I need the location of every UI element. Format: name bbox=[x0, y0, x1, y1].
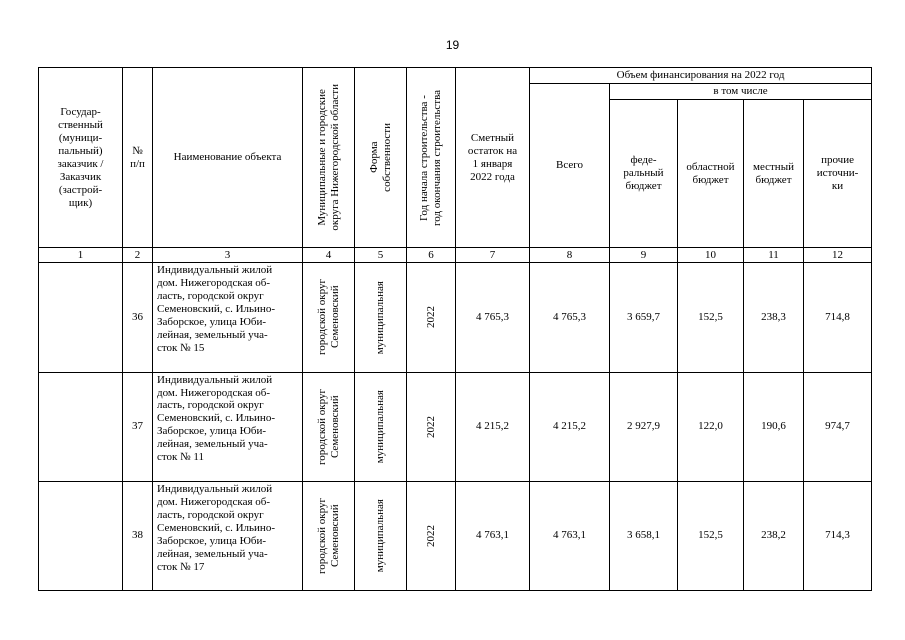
row-year-text: 2022 bbox=[424, 524, 437, 547]
row-municipality-text: городской округ Семеновский bbox=[315, 388, 341, 465]
column-number: 9 bbox=[610, 248, 678, 263]
row-estimate-balance: 4 763,1 bbox=[456, 481, 530, 590]
row-customer bbox=[39, 372, 123, 481]
row-total: 4 215,2 bbox=[530, 372, 610, 481]
column-number: 7 bbox=[456, 248, 530, 263]
row-ownership-text: муниципальная bbox=[374, 280, 387, 355]
row-object-name: Индивидуальный жилой дом. Нижегородская об- ласть, городской округ Семеновский, с. Ильино- Заборское, улица Юби- лейная, земельный уча- сток № 15 bbox=[153, 263, 303, 372]
row-federal: 2 927,9 bbox=[610, 372, 678, 481]
header-including: в том числе bbox=[610, 84, 872, 100]
header-other: прочие источни- ки bbox=[804, 100, 872, 248]
row-other: 714,3 bbox=[804, 481, 872, 590]
row-other: 974,7 bbox=[804, 372, 872, 481]
header-years-text: Год начала строительства - год окончания строительства bbox=[418, 89, 443, 226]
header-estimate-balance: Сметный остаток на 1 января 2022 года bbox=[456, 68, 530, 248]
column-number: 5 bbox=[355, 248, 407, 263]
page-number: 19 bbox=[445, 38, 460, 52]
column-number: 6 bbox=[407, 248, 456, 263]
header-num: № п/п bbox=[123, 68, 153, 248]
row-customer bbox=[39, 263, 123, 372]
row-federal: 3 659,7 bbox=[610, 263, 678, 372]
column-number: 3 bbox=[153, 248, 303, 263]
row-estimate-balance: 4 765,3 bbox=[456, 263, 530, 372]
row-other: 714,8 bbox=[804, 263, 872, 372]
header-total: Всего bbox=[530, 84, 610, 248]
header-ownership-text: Форма собственности bbox=[367, 123, 393, 193]
header-regional: областной бюджет bbox=[678, 100, 744, 248]
header-ownership bbox=[355, 68, 407, 248]
row-regional: 152,5 bbox=[678, 481, 744, 590]
header-federal: феде- ральный бюджет bbox=[610, 100, 678, 248]
header-customer: Государ- ственный (муници- пальный) заказчик / Заказчик (застрой- щик) bbox=[39, 68, 123, 248]
row-num: 37 bbox=[123, 372, 153, 481]
row-ownership-text: муниципальная bbox=[374, 390, 387, 464]
row-total: 4 763,1 bbox=[530, 481, 610, 590]
header-row-1 bbox=[39, 68, 872, 84]
header-municipality-text: Муниципальные и городские округа Нижегородской области bbox=[315, 84, 341, 231]
row-total: 4 765,3 bbox=[530, 263, 610, 372]
row-estimate-balance: 4 215,2 bbox=[456, 372, 530, 481]
financing-table bbox=[38, 67, 872, 591]
row-local: 190,6 bbox=[744, 372, 804, 481]
row-municipality bbox=[303, 263, 355, 372]
row-local: 238,2 bbox=[744, 481, 804, 590]
row-local: 238,3 bbox=[744, 263, 804, 372]
header-funding-volume: Объем финансирования на 2022 год bbox=[530, 68, 872, 84]
row-ownership bbox=[355, 372, 407, 481]
row-ownership bbox=[355, 263, 407, 372]
header-local: местный бюджет bbox=[744, 100, 804, 248]
row-customer bbox=[39, 481, 123, 590]
table-row bbox=[39, 372, 872, 481]
column-number: 1 bbox=[39, 248, 123, 263]
column-number: 10 bbox=[678, 248, 744, 263]
column-number: 8 bbox=[530, 248, 610, 263]
column-number: 11 bbox=[744, 248, 804, 263]
row-regional: 122,0 bbox=[678, 372, 744, 481]
row-municipality bbox=[303, 481, 355, 590]
row-object-name: Индивидуальный жилой дом. Нижегородская об- ласть, городской округ Семеновский, с. Ильино- Заборское, улица Юби- лейная, земельный уча- сток № 17 bbox=[153, 481, 303, 590]
row-year-text: 2022 bbox=[424, 415, 437, 438]
row-regional: 152,5 bbox=[678, 263, 744, 372]
row-municipality-text: городской округ Семеновский bbox=[315, 497, 341, 574]
table-row bbox=[39, 481, 872, 590]
row-object-name: Индивидуальный жилой дом. Нижегородская об- ласть, городской округ Семеновский, с. Ильино- Заборское, улица Юби- лейная, земельный уча- сток № 11 bbox=[153, 372, 303, 481]
header-municipality bbox=[303, 68, 355, 248]
column-number-row bbox=[39, 248, 872, 263]
row-federal: 3 658,1 bbox=[610, 481, 678, 590]
row-year bbox=[407, 481, 456, 590]
row-municipality-text: городской округ Семеновский bbox=[315, 279, 341, 356]
row-ownership-text: муниципальная bbox=[374, 499, 387, 573]
row-year-text: 2022 bbox=[424, 306, 437, 329]
row-num: 38 bbox=[123, 481, 153, 590]
row-num: 36 bbox=[123, 263, 153, 372]
table-row bbox=[39, 263, 872, 372]
row-ownership bbox=[355, 481, 407, 590]
row-municipality bbox=[303, 372, 355, 481]
header-years bbox=[407, 68, 456, 248]
row-year bbox=[407, 263, 456, 372]
row-year bbox=[407, 372, 456, 481]
column-number: 12 bbox=[804, 248, 872, 263]
column-number: 4 bbox=[303, 248, 355, 263]
column-number: 2 bbox=[123, 248, 153, 263]
header-object-name: Наименование объекта bbox=[153, 68, 303, 248]
